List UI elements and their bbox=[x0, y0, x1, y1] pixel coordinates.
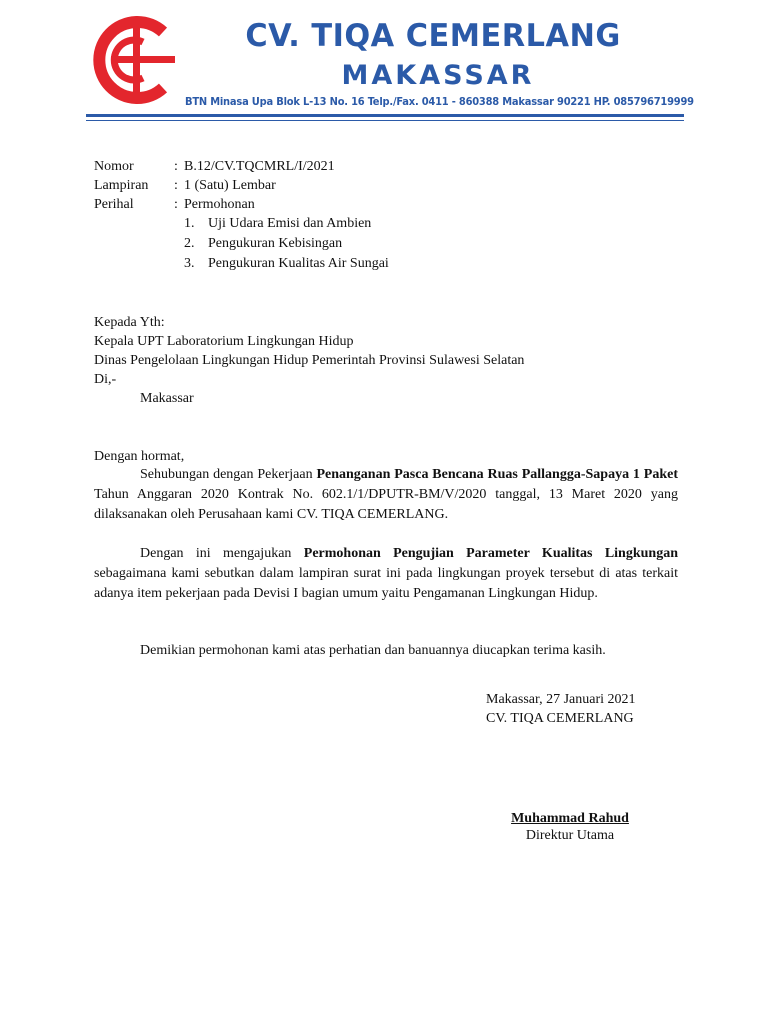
perihal-item-num: 1. bbox=[184, 216, 195, 231]
p2-start: Dengan ini mengajukan bbox=[140, 546, 292, 561]
lampiran-colon: : bbox=[174, 178, 178, 193]
letterhead-rule-thick bbox=[86, 114, 684, 117]
signature-place-date: Makassar, 27 Januari 2021 bbox=[486, 692, 636, 707]
recipient-office: Kepala UPT Laboratorium Lingkungan Hidup bbox=[94, 334, 354, 349]
signature-company: CV. TIQA CEMERLANG bbox=[486, 711, 634, 726]
lampiran-value: 1 (Satu) Lembar bbox=[184, 178, 276, 193]
signatory-title: Direktur Utama bbox=[525, 828, 615, 843]
p1-project-name: Penanganan Pasca Bencana Ruas Pallangga-Sapaya 1 Paket bbox=[316, 467, 679, 482]
greeting: Dengan hormat, bbox=[94, 449, 185, 464]
closing-paragraph: Demikian permohonan kami atas perhatian dan banuannya diucapkan terima kasih. bbox=[140, 643, 606, 658]
letterhead bbox=[85, 8, 694, 128]
signatory-name: Muhammad Rahud bbox=[511, 811, 629, 826]
company-city: MAKASSAR bbox=[341, 60, 535, 91]
p1-end: Tahun Anggaran 2020 Kontrak No. 602.1/1/DPUTR-BM/V/2020 tanggal, 13 Maret 2020 yang dilaksanakan oleh Perusahaan kami CV. TIQA CEMERLANG. bbox=[94, 487, 678, 522]
perihal-item: Pengukuran Kebisingan bbox=[208, 236, 343, 251]
perihal-label: Perihal bbox=[94, 197, 134, 212]
p2-end: sebagaimana kami sebutkan dalam lampiran surat ini pada lingkungan proyek tersebut di atas terkait adanya item pekerjaan pada Devisi I bagian umum yaitu Pengamanan Lingkungan Hidup. bbox=[94, 566, 678, 601]
p2-request-title: Permohonan Pengujian Parameter Kualitas Lingkungan bbox=[303, 546, 678, 561]
nomor-colon: : bbox=[174, 159, 178, 174]
nomor-label: Nomor bbox=[94, 159, 134, 174]
company-address: BTN Minasa Upa Blok L-13 No. 16 Telp./Fax. 0411 - 860388 Makassar 90221 HP. 085796719999 bbox=[185, 95, 694, 108]
lampiran-label: Lampiran bbox=[94, 178, 149, 193]
paragraph-1 bbox=[94, 465, 678, 525]
recipient-di: Di,- bbox=[94, 372, 117, 387]
company-logo-icon bbox=[93, 14, 181, 106]
perihal-value: Permohonan bbox=[184, 197, 255, 212]
recipient-department: Dinas Pengelolaan Lingkungan Hidup Pemerintah Provinsi Sulawesi Selatan bbox=[94, 353, 525, 368]
p1-start: Sehubungan dengan Pekerjaan bbox=[140, 467, 313, 482]
perihal-colon: : bbox=[174, 197, 178, 212]
perihal-item-num: 2. bbox=[184, 236, 195, 251]
perihal-item-num: 3. bbox=[184, 256, 195, 271]
recipient-city: Makassar bbox=[140, 391, 194, 406]
letterhead-rule-thin bbox=[86, 120, 684, 121]
recipient-salutation: Kepada Yth: bbox=[94, 315, 165, 330]
perihal-item: Uji Udara Emisi dan Ambien bbox=[208, 216, 372, 231]
perihal-item: Pengukuran Kualitas Air Sungai bbox=[208, 256, 389, 271]
paragraph-2 bbox=[94, 544, 678, 604]
nomor-value: B.12/CV.TQCMRL/I/2021 bbox=[184, 159, 335, 174]
company-name: CV. TIQA CEMERLANG bbox=[245, 18, 621, 54]
